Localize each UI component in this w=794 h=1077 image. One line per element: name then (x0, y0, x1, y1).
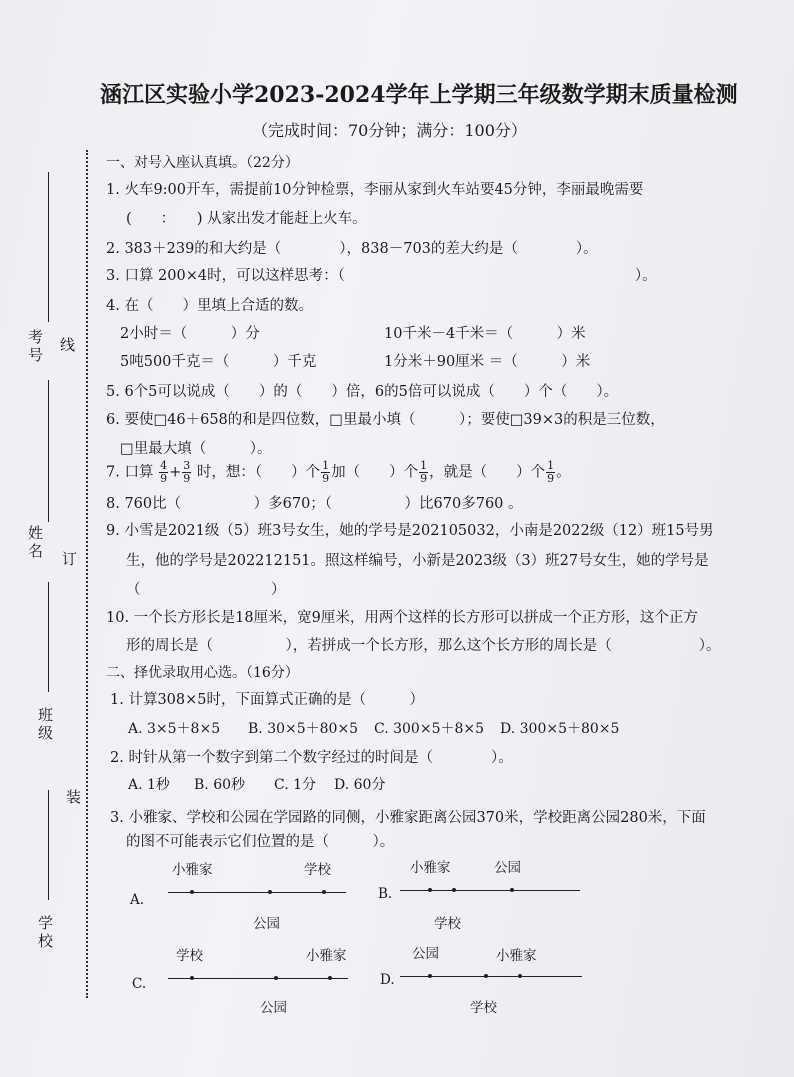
zhuang-label: 装 (66, 788, 82, 806)
q6-line2: □里最大填（ ）。 (120, 441, 272, 457)
diagram-c-top2: 小雅家 (306, 948, 347, 964)
diagram-a-top1: 小雅家 (172, 862, 213, 878)
diagram-d-point (484, 974, 488, 978)
exam-subtitle: （完成时间：70分钟；满分：100分） (252, 121, 527, 140)
q2: 2. 383＋239的和大约是（ ），838－703的差大约是（ ）。 (106, 241, 598, 257)
q10-line1: 10. 一个长方形长是18厘米，宽9厘米，用两个这样的长方形可以拼成一个正方形，这个正方 (106, 610, 698, 626)
q4-item-c: 5吨500千克＝（ ）千克 (120, 354, 317, 370)
diagram-d-point (428, 974, 432, 978)
s2-q1-option-d: D. 300×5＋80×5 (500, 721, 620, 737)
ding-label: 订 (62, 550, 78, 568)
diagram-b-bottom: 学校 (434, 916, 461, 932)
diagram-d-bottom: 学校 (470, 1000, 497, 1016)
q1-line1: 1. 火车9:00开车，需提前10分钟检票，李丽从家到火车站要45分钟，李丽最晚需要 (106, 182, 644, 198)
q4: 4. 在（ ）里填上合适的数。 (106, 298, 313, 314)
q6-line1: 6. 要使□46＋658的和是四位数，□里最小填（ ）；要使□39×3的积是三位数， (106, 412, 665, 428)
section2-heading: 二、择优录取用心选。（16分） (106, 665, 299, 681)
diagram-a-letter: A. (130, 892, 145, 908)
s2-q3-line2: 的图不可能表示它们位置的是（ ）。 (126, 834, 395, 850)
xuexiao-underline (48, 790, 49, 900)
fraction-1-9: $\frac{1}{9}$ (322, 459, 330, 485)
q7: 7. 口算 $\frac{4}{9}$ + $\frac{3}{9}$ 时，想：（ ）个 $\frac{1}{9}$ 加（ ）个 $\frac{1}{9}$ ，就是（ ）个 $\frac{1}{9}$ 。 (106, 459, 571, 485)
q9-line1: 9. 小雪是2021级（5）班3号女生，她的学号是202105032，小南是2022级（12）班15号男 (106, 523, 714, 539)
diagram-c-bottom: 公园 (260, 1000, 287, 1016)
binding-dotted-line (86, 150, 88, 998)
diagram-c-top1: 学校 (176, 948, 203, 964)
q4-item-b: 10千米－4千米＝（ ）米 (384, 326, 586, 342)
s2-q1: 1. 计算308×5时，下面算式正确的是（ ） (110, 692, 424, 708)
diagram-c-point (328, 976, 332, 980)
q5: 5. 6个5可以说成（ ）的（ ）倍，6的5倍可以说成（ ）个（ ）。 (106, 384, 619, 400)
fraction-3-9: $\frac{3}{9}$ (183, 459, 191, 485)
s2-q1-option-a: A. 3×5＋8×5 (128, 721, 221, 737)
diagram-b-point (428, 888, 432, 892)
q9-line2: 生，他的学号是202212151。照这样编号，小新是2023级（3）班27号女生，她的学号是 (126, 553, 709, 569)
diagram-c-letter: C. (132, 976, 147, 992)
q1-line2: ( ： ) 从家出发才能赶上火车。 (126, 211, 367, 227)
s2-q2: 2. 时针从第一个数字到第二个数字经过的时间是（ ）。 (110, 750, 513, 766)
section1-heading: 一、对号入座认真填。（22分） (106, 155, 299, 171)
xuexiao-label: 学校 (38, 914, 54, 950)
diagram-b-point (452, 888, 456, 892)
q10-line2: 形的周长是（ ），若拼成一个长方形，那么这个长方形的周长是（ ）。 (126, 638, 721, 654)
exam-title: 涵江区实验小学2023-2024学年上学期三年级数学期末质量检测 (100, 82, 738, 108)
s2-q2-option-a: A. 1秒 (128, 777, 170, 793)
xingming-underline (48, 380, 49, 522)
diagram-d-letter: D. (380, 972, 395, 988)
q9-line3: （ ） (126, 582, 286, 598)
s2-q2-option-b: B. 60秒 (194, 777, 246, 793)
s2-q1-option-b: B. 30×5＋80×5 (248, 721, 359, 737)
diagram-a-point (268, 890, 272, 894)
q8: 8. 760比（ ）多670；（ ）比670多760 。 (106, 496, 523, 512)
s2-q1-option-c: C. 300×5＋8×5 (374, 721, 485, 737)
s2-q2-option-d: D. 60分 (334, 777, 386, 793)
s2-q2-option-c: C. 1分 (274, 777, 317, 793)
fraction-1-9: $\frac{1}{9}$ (547, 459, 555, 485)
xingming-label: 姓名 (28, 524, 44, 560)
diagram-b-point (510, 888, 514, 892)
banji-underline (48, 582, 49, 692)
diagram-b-top2: 公园 (494, 860, 521, 876)
q4-item-d: 1分米＋90厘米 ＝（ ）米 (384, 354, 591, 370)
kaohao-underline (48, 172, 49, 322)
diagram-a-bottom: 公园 (253, 916, 280, 932)
diagram-b-letter: B. (378, 886, 393, 902)
diagram-b-top1: 小雅家 (410, 860, 451, 876)
diagram-d-top1: 公园 (412, 946, 439, 962)
xian-label: 线 (60, 336, 76, 354)
diagram-a-road (168, 892, 346, 893)
banji-label: 班级 (38, 706, 54, 742)
kaohao-label: 考号 (28, 328, 44, 364)
diagram-a-point (322, 890, 326, 894)
q4-item-a: 2小时＝（ ）分 (120, 326, 260, 342)
diagram-d-point (518, 974, 522, 978)
diagram-a-point (190, 890, 194, 894)
diagram-c-point (190, 976, 194, 980)
diagram-b-road (400, 890, 580, 891)
diagram-d-top2: 小雅家 (496, 948, 537, 964)
diagram-a-top2: 学校 (304, 862, 331, 878)
diagram-c-road (168, 978, 348, 979)
diagram-c-point (274, 976, 278, 980)
fraction-4-9: $\frac{4}{9}$ (160, 459, 168, 485)
s2-q3-line1: 3. 小雅家、学校和公园在学园路的同侧，小雅家距离公园370米，学校距离公园280米，下面 (110, 810, 706, 826)
q3: 3. 口算 200×4时，可以这样思考：（ ）。 (106, 268, 657, 284)
fraction-1-9: $\frac{1}{9}$ (420, 459, 428, 485)
